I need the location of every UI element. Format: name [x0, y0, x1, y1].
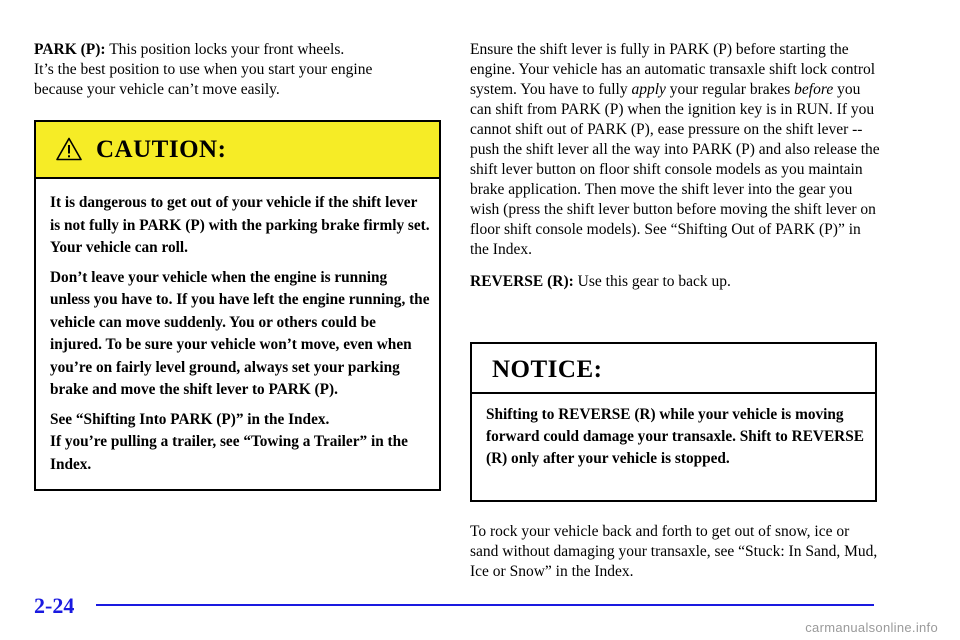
- page-number: 2-24: [34, 593, 75, 618]
- reverse-paragraph: [470, 272, 880, 292]
- park-paragraph: [34, 40, 444, 100]
- left-column: [34, 40, 444, 100]
- park-text-3: because your vehicle can’t move easily.: [34, 81, 280, 98]
- caution-paragraph: See “Shifting Into PARK (P)” in the Index.: [50, 410, 330, 428]
- caution-paragraph: Don’t leave your vehicle when the engine is running unless you have to. If you have left the engine running, the vehicle can move suddenly. You or others could be injured. To be sure your vehicle won’t move, even when you’re on fairly level ground, always set your parking brake and move the shift lever to PARK (P).: [50, 268, 430, 398]
- notice-title: NOTICE:: [492, 356, 603, 383]
- park-label: PARK (P):: [34, 41, 106, 58]
- reverse-text: Use this gear to back up.: [573, 273, 731, 290]
- caution-box: [34, 120, 441, 491]
- reverse-label: REVERSE (R):: [470, 273, 574, 290]
- shift-lock-text-a: Ensure the shift lever is fully in PARK (P) before starting the engine. Your vehicle has an automatic transaxle shift lock control system. You have to fully: [470, 41, 876, 98]
- caution-body: [50, 192, 430, 483]
- notice-box: [470, 342, 877, 502]
- before-emphasis: before: [794, 81, 834, 98]
- warning-triangle-icon: [56, 137, 82, 161]
- notice-header: [472, 344, 875, 394]
- rock-paragraph: To rock your vehicle back and forth to get out of snow, ice or sand without damaging your transaxle, see “Stuck: In Sand, Mud, Ice or Snow” in the Index.: [470, 523, 878, 580]
- notice-body: [486, 404, 866, 470]
- watermark: carmanualsonline.info: [805, 620, 938, 635]
- shift-lock-text-c: you can shift from PARK (P) when the ignition key is in RUN. If you cannot shift out of PARK (P), ease pressure on the shift lever -- push the shift lever all the way into PARK (P) and also release the shift lever button on floor shift console models as you maintain brake application. Then move the shift lever into the gear you wish (press the shift lever button before moving the shift lever on floor shift console models). See “Shifting Out of PARK (P)” in the Index.: [470, 81, 880, 258]
- shift-lock-text-b: your regular brakes: [665, 81, 795, 98]
- caution-paragraph: It is dangerous to get out of your vehicle if the shift lever is not fully in PARK (P) with the parking brake firmly set. Your vehicle can roll.: [50, 194, 430, 256]
- right-column: [470, 40, 880, 292]
- caution-header: [36, 122, 439, 179]
- park-text-1: This position locks your front wheels.: [105, 41, 345, 58]
- notice-text: Shifting to REVERSE (R) while your vehicle is moving forward could damage your transaxle. Shift to REVERSE (R) only after your vehicle is stopped.: [486, 406, 864, 467]
- shift-lock-paragraph: [470, 40, 880, 260]
- caution-title: CAUTION:: [96, 136, 227, 163]
- caution-paragraph: If you’re pulling a trailer, see “Towing a Trailer” in the Index.: [50, 433, 408, 473]
- footer-rule: [96, 604, 874, 606]
- park-text-2: It’s the best position to use when you start your engine: [34, 61, 373, 78]
- apply-emphasis: apply: [631, 81, 666, 98]
